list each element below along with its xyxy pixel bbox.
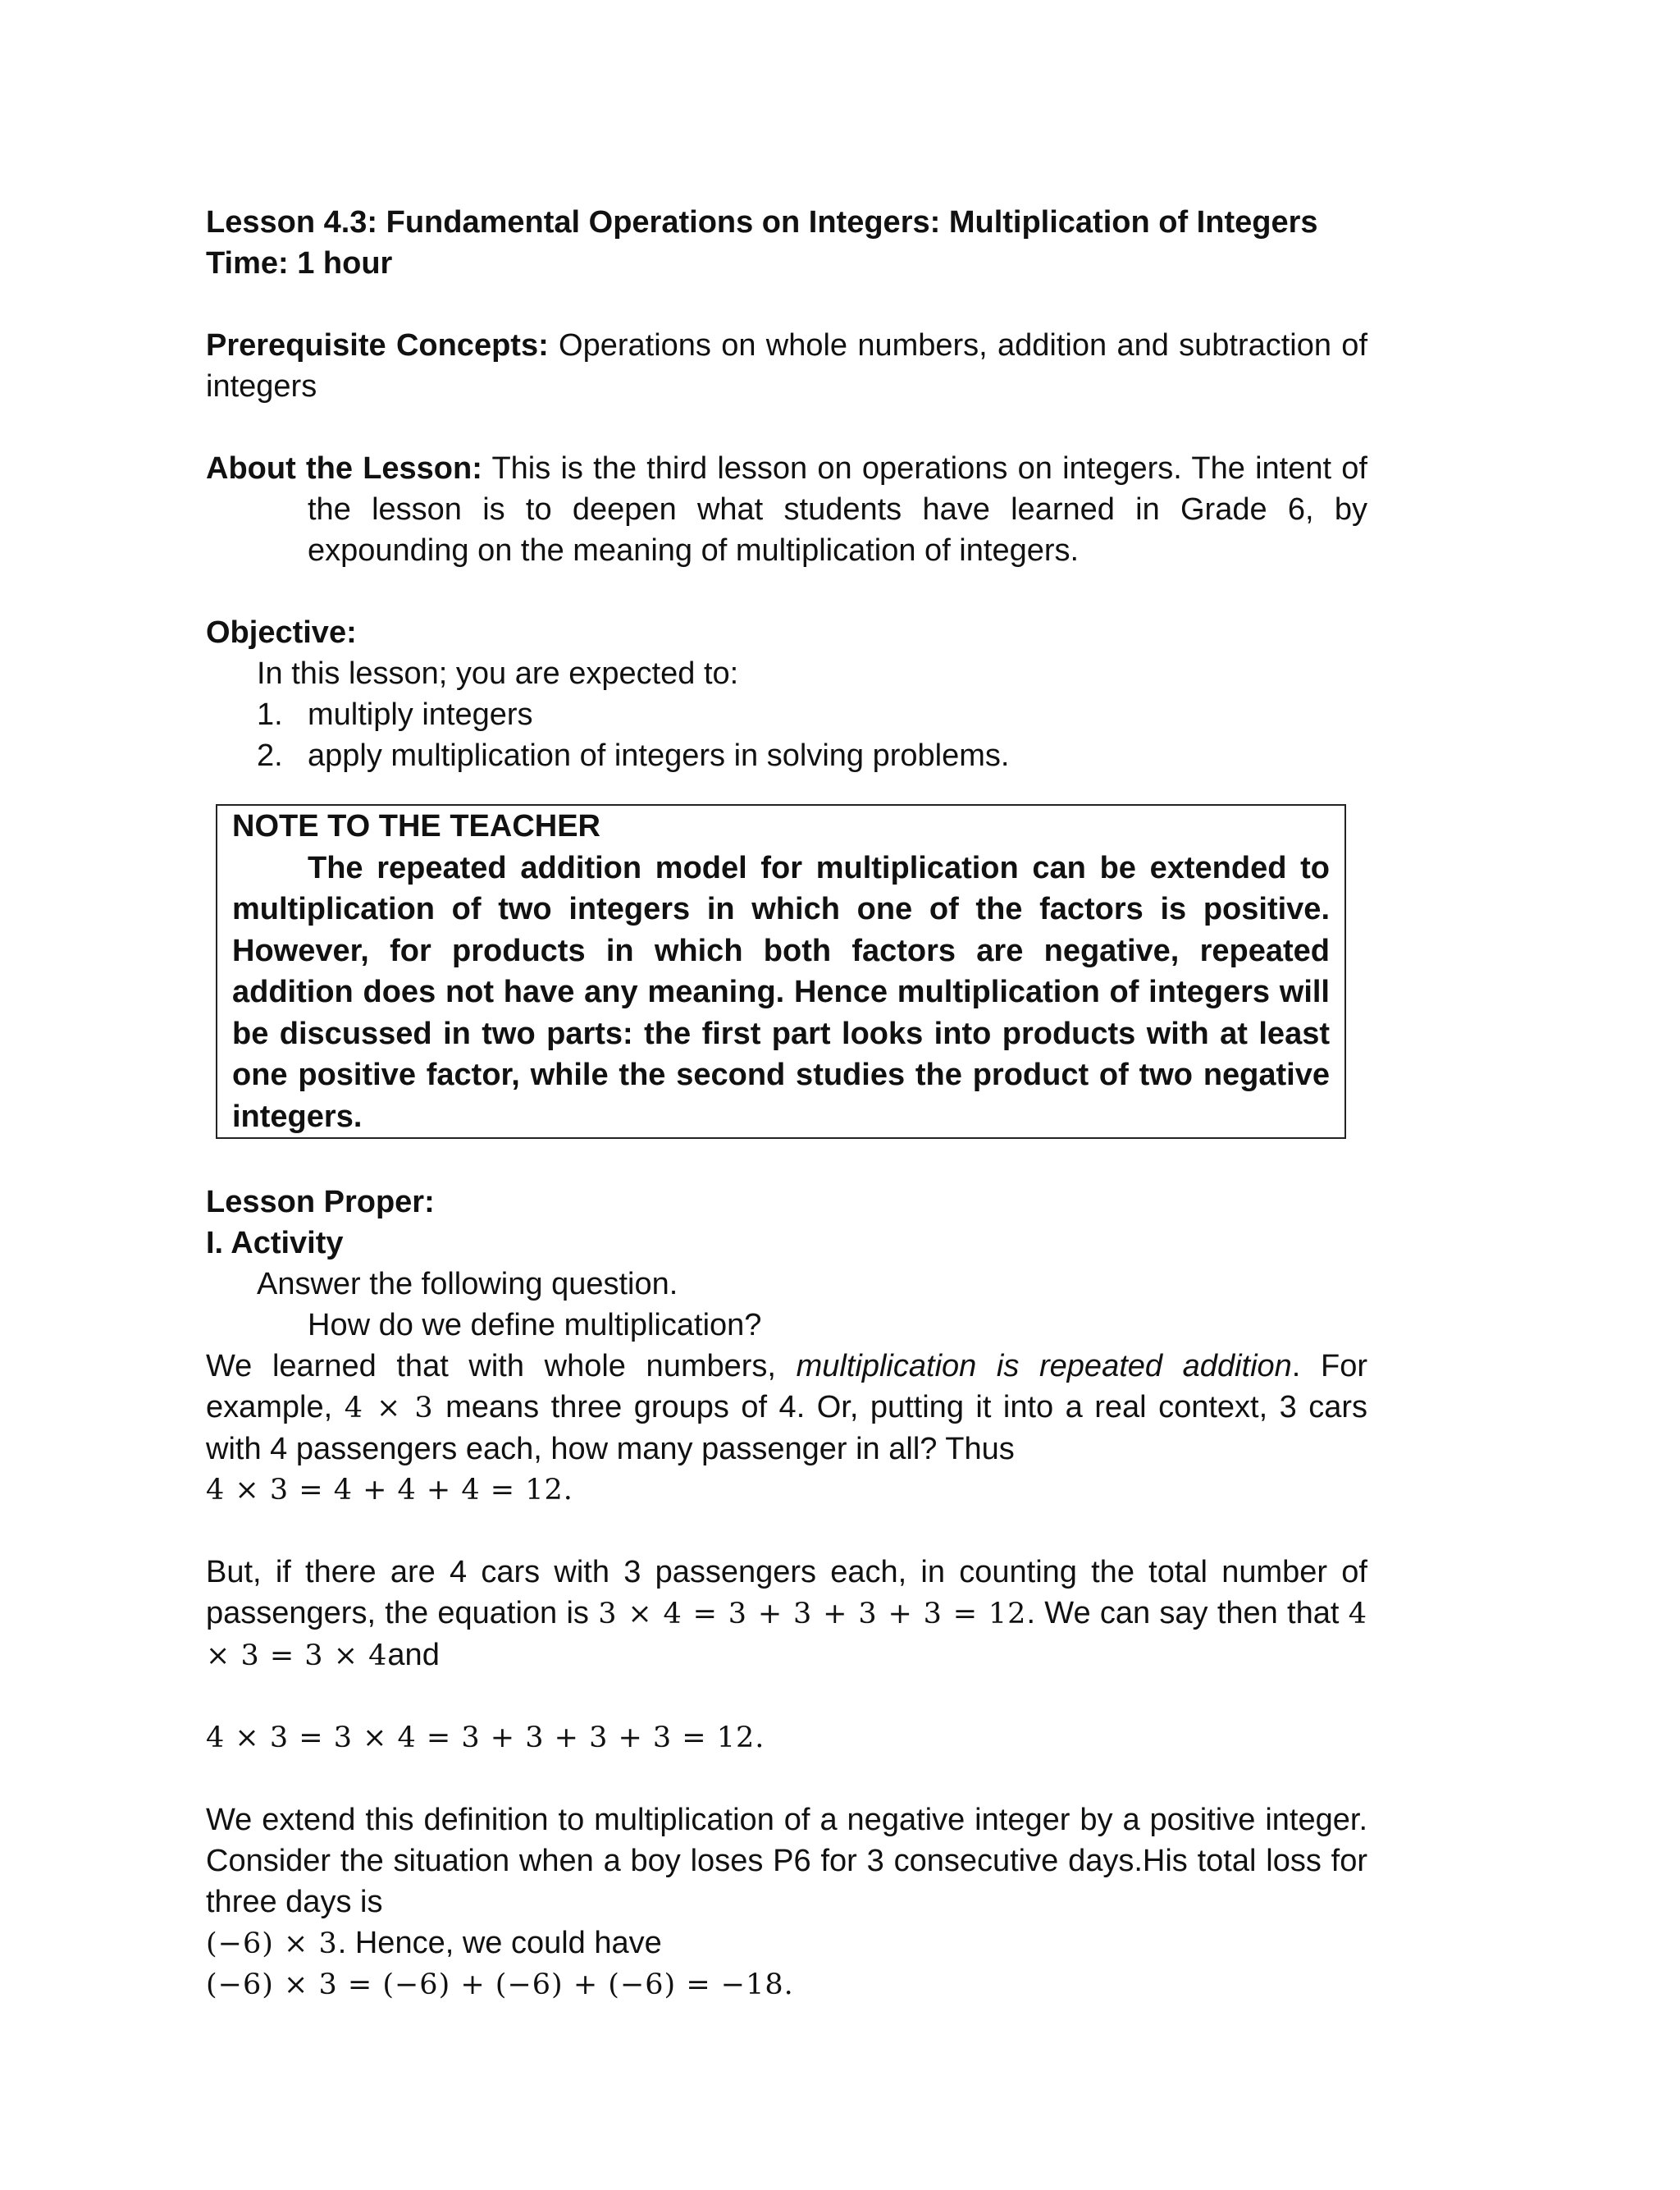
note-title: NOTE TO THE TEACHER [232,809,600,844]
objective-number: 1. [257,697,283,732]
paragraph-commutative [206,1552,1367,1676]
paragraph-text: . Hence, we could have [337,1926,662,1960]
lesson-proper-label: Lesson Proper: [206,1185,435,1219]
paragraph-text: . For example, [206,1349,1368,1424]
note-to-teacher-box [216,804,1346,1139]
activity-label: I. Activity [206,1226,344,1260]
objective-text: apply multiplication of integers in solving problems. [308,738,1010,773]
lesson-proper-section [206,1182,1367,2005]
about-text-rest: the lesson is to deepen what students have learned in Grade 6, by expounding on the meaning of multiplication of integers. [308,492,1367,568]
paragraph-text: means three groups of 4. Or, putting it into a real context, 3 cars with 4 passengers each, how many passenger in all? Thus [206,1390,1368,1466]
about-label: About the Lesson: [206,451,482,486]
math-expression: (−6) × 3 [206,1927,338,1960]
equation-1: 4 × 3 = 4 + 4 + 4 = 12. [206,1474,573,1506]
math-expression: 3 × 4 = 3 + 3 + 3 + 3 = 12 [598,1598,1027,1630]
about-section [206,448,1367,571]
negative-expression-line [206,1923,1367,1964]
about-text-first: This is the third lesson on operations on integers. The intent of [491,451,1367,486]
paragraph-text: . We can say then that [1026,1596,1340,1630]
emphasis-text: multiplication is repeated addition [796,1349,1292,1383]
paragraph-repeated-addition [206,1346,1367,1470]
activity-question: How do we define multiplication? [308,1308,762,1342]
objective-section [206,612,1367,776]
list-item [257,735,1367,776]
paragraph-text: and [387,1638,440,1672]
note-body: The repeated addition model for multiplication can be extended to multiplication of two integers in which one of the factors is positive. However, for products in which both factors are negative, repeated addition does not have any meaning. Hence multiplication of integers will be discussed in two parts: the first part looks into products with at least one positive factor, while the second studies the product of two negative integers. [232,850,1330,1134]
objective-text: multiply integers [308,697,533,732]
paragraph-text: We learned that with whole numbers, [206,1349,776,1383]
document-page [206,202,1367,2005]
activity-instruction: Answer the following question. [257,1267,678,1301]
lesson-title: Lesson 4.3: Fundamental Operations on Integers: Multiplication of Integers [206,205,1318,240]
paragraph-text: But, if there are 4 cars with 3 passengers each, in counting the total number of passengers, the equation is [206,1555,1367,1630]
list-item [257,694,1367,735]
prerequisite-text: Operations on whole numbers, addition and subtraction of integers [206,328,1367,404]
paragraph-negative [206,1799,1367,1923]
paragraph-text: We extend this definition to multiplication of a negative integer by a positive integer. Consider the situation when a boy loses P6 for 3 consecutive days.His total loss for three days is [206,1803,1367,1919]
equation-2: 4 × 3 = 3 × 4 = 3 + 3 + 3 + 3 = 12. [206,1721,765,1754]
objective-list [206,694,1367,776]
prerequisite-label: Prerequisite Concepts: [206,328,549,363]
prerequisite-section [206,325,1367,407]
lesson-time: Time: 1 hour [206,246,393,281]
objective-number: 2. [257,738,283,773]
math-expression: 4 × 3 = 3 × 4 [206,1598,1367,1672]
about-first-line [206,448,1367,489]
equation-3: (−6) × 3 = (−6) + (−6) + (−6) = −18. [206,1968,794,2001]
objective-label: Objective: [206,615,357,650]
math-expression: 4 × 3 [344,1392,434,1424]
objective-intro: In this lesson; you are expected to: [257,656,739,691]
